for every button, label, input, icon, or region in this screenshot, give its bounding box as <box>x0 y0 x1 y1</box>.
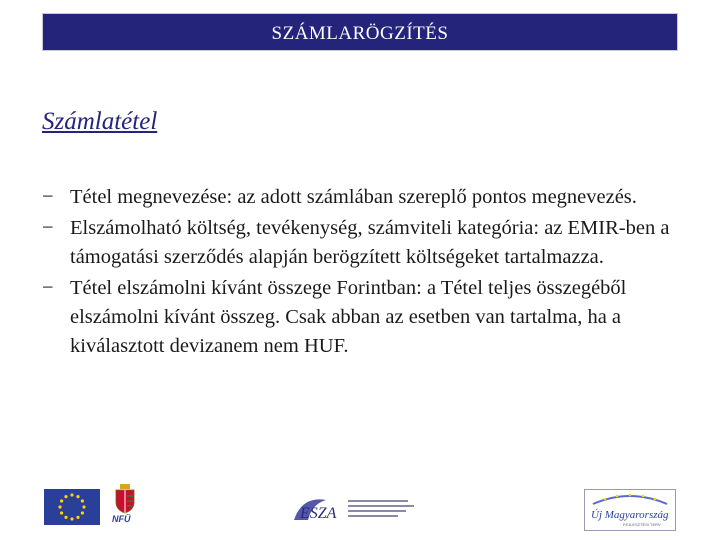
bullet-text: Elszámolható költség, tevékenység, számviteli kategória: az EMIR-ben a támogatási szerződés alapján berögzített költségeket tartalmazza. <box>70 217 670 268</box>
bullet-item <box>42 214 672 272</box>
nfu-label: NFÜ <box>112 514 131 524</box>
bullet-dash: − <box>42 217 54 239</box>
bullet-text: Tétel megnevezése: az adott számlában szereplő pontos megnevezés. <box>70 186 637 208</box>
section-heading: Számlatétel <box>42 108 158 135</box>
footer-logos <box>0 480 720 540</box>
uj-magyarorszag-logo <box>584 489 676 531</box>
bullet-dash: − <box>42 186 54 208</box>
esza-logo <box>288 490 438 528</box>
bullet-list <box>42 183 672 363</box>
uj-magyarorszag-label: Új Magyarország <box>591 509 669 521</box>
eu-flag-icon <box>44 489 100 525</box>
bullet-item <box>42 183 672 212</box>
uj-magyarorszag-sub: FEJLESZTÉSI TERV <box>623 522 661 527</box>
title-bar <box>42 13 678 51</box>
bullet-text: Tétel elszámolni kívánt összege Forintban: a Tétel teljes összegéből elszámolni kívánt összeg. Csak abban az esetben van tartalma, ha a kiválasztott devizanem nem HUF. <box>70 277 627 357</box>
bullet-dash: − <box>42 277 54 299</box>
esza-wordmark: ESZA <box>300 505 337 522</box>
slide-title: SZÁMLARÖGZÍTÉS <box>271 23 449 44</box>
bullet-item <box>42 274 672 361</box>
